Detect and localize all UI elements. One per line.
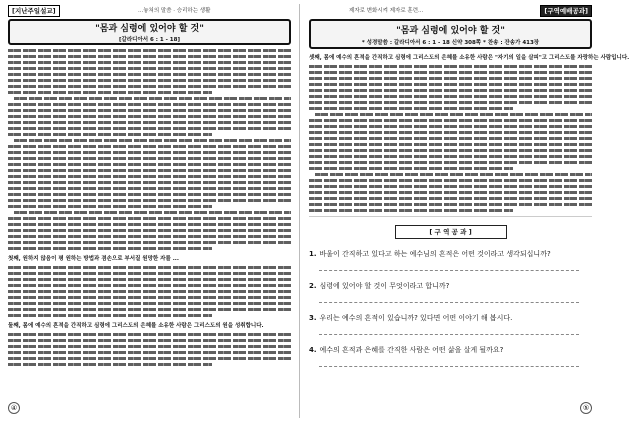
sermon-body-2 xyxy=(8,266,291,317)
page-divider xyxy=(299,4,300,418)
questions-title: [ 구 역 공 과 ] xyxy=(395,225,507,239)
answer-line xyxy=(319,301,579,303)
question-1: 1. 바울이 간직하고 있다고 하는 예수님의 흔적은 어떤 것이라고 생각되십니까? xyxy=(309,250,551,258)
right-header-text: 제자로 변화시켜 제자로 훈련... xyxy=(349,8,424,14)
left-title-box xyxy=(8,19,291,45)
answer-line xyxy=(319,333,579,335)
answer-line xyxy=(319,365,579,367)
right-header xyxy=(309,5,592,17)
answer-line xyxy=(319,269,579,271)
left-page xyxy=(8,5,291,416)
sermon-point-2: 둘째, 몸에 예수의 흔적을 간직하고 심령에 그리스도의 은혜를 소유한 사람은 그리스도의 원을 성취합니다. xyxy=(8,323,264,329)
cell-lesson-tag: [구역예배공과] xyxy=(540,5,592,17)
question-3: 3. 우리는 예수의 흔적이 있습니까? 있다면 어떤 이야기 해 봅시다. xyxy=(309,314,513,322)
right-title-box xyxy=(309,19,592,49)
left-header-text: ...놓쳐의 말씀 · 승리하는 생활 xyxy=(138,8,211,14)
right-page xyxy=(309,5,629,416)
right-page-number: ⑤ xyxy=(580,402,592,414)
sermon-reference: [갈라디아서 6 : 1 - 18] xyxy=(119,37,180,43)
left-header xyxy=(8,5,291,17)
last-sermon-tag: [지난주일설교] xyxy=(8,5,60,17)
sermon-body xyxy=(8,49,291,250)
question-4: 4. 예수의 흔적과 은혜를 간직한 사람은 어떤 삶을 살게 될까요? xyxy=(309,346,504,354)
question-2: 2. 심령에 있어야 할 것이 무엇이라고 합니까? xyxy=(309,282,450,290)
sermon-point-1: 첫째, 원하지 않음이 평 원하는 방법과 겸손으로 부서질 원망한 자를 ... xyxy=(8,256,179,262)
sermon-body-3 xyxy=(8,333,291,366)
cell-lesson-questions xyxy=(309,216,592,367)
lesson-info: * 성경말씀 : 갈라디아서 6 : 1 - 18 신약 308쪽 * 찬송 : 잔송가 413장 xyxy=(361,39,540,46)
lesson-title: "몸과 심령에 있어야 할 것" xyxy=(396,25,505,36)
lesson-body xyxy=(309,65,592,212)
sermon-title: "몸과 심령에 있어야 할 것" xyxy=(95,24,204,34)
lesson-intro-head: 셋째, 몸에 예수의 흔적을 간직하고 심령에 그리스도의 은혜를 소유한 사람은 "자기의 일을 살피"고 그리스도를 자랑하는 사람입니다. xyxy=(309,55,629,61)
left-page-number: ④ xyxy=(8,402,20,414)
